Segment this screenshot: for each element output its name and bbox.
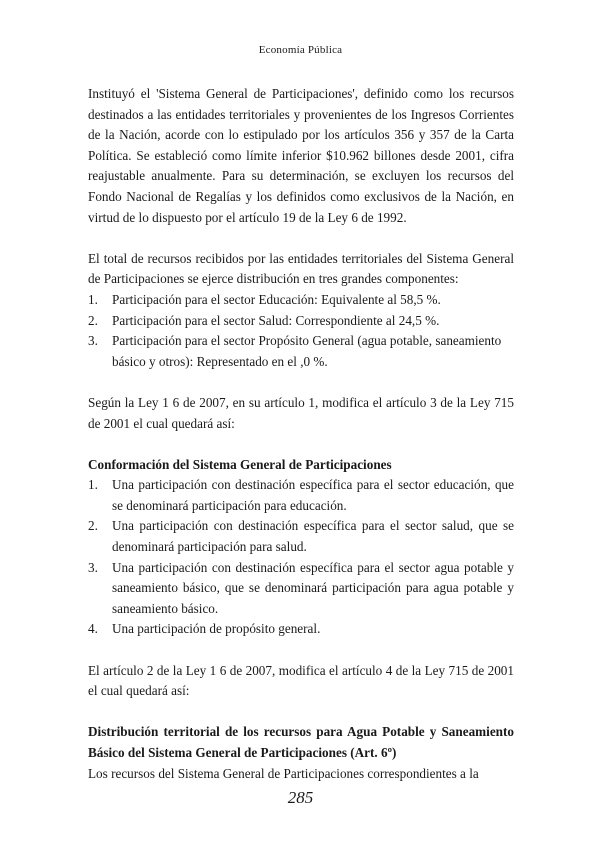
- list-number: 1.: [88, 291, 98, 307]
- list-item: [88, 475, 514, 516]
- participations-list: [88, 475, 514, 640]
- list-item: [88, 311, 514, 332]
- list-item: [88, 290, 514, 311]
- list-item: [88, 516, 514, 557]
- list-item: [88, 558, 514, 620]
- list-text: Una participación de propósito general.: [112, 621, 321, 637]
- list-text: Participación para el sector Educación: Equivalente al 58,5 %.: [112, 291, 441, 307]
- section-heading-conformacion: Conformación del Sistema General de Participaciones: [88, 456, 392, 472]
- list-number: 3.: [88, 333, 98, 349]
- list-text: Participación para el sector Salud: Correspondiente al 24,5 %.: [112, 312, 440, 328]
- list-number: 4.: [88, 621, 98, 637]
- list-text: Una participación con destinación específica para el sector agua potable y saneamiento básico, que se denominará participación para agua potable y saneamiento básico.: [112, 559, 514, 616]
- list-number: 3.: [88, 559, 98, 575]
- list-number: 2.: [88, 518, 98, 534]
- components-list: [88, 290, 514, 372]
- list-text: Una participación con destinación específica para el sector salud, que se denominará participación para salud.: [112, 518, 514, 555]
- paragraph-recursos-sistema: Los recursos del Sistema General de Participaciones correspondientes a la: [88, 765, 479, 781]
- list-item: [88, 619, 514, 640]
- body-text: [88, 84, 514, 784]
- section-heading-distribucion: Distribución territorial de los recursos para Agua Potable y Saneamiento Básico del Sistema General de Participaciones (Art. 6º): [88, 724, 514, 760]
- paragraph-total-recursos: El total de recursos recibidos por las entidades territoriales del Sistema General de Participaciones se ejerce distribución en tres grandes componentes:: [88, 250, 514, 287]
- paragraph-ley-articulo-2: El artículo 2 de la Ley 1 6 de 2007, modifica el artículo 4 de la Ley 715 de 2001 el cual quedará así:: [88, 662, 514, 699]
- page-number: 285: [287, 788, 314, 807]
- list-number: 2.: [88, 312, 98, 328]
- paragraph-ley-articulo-1: Según la Ley 1 6 de 2007, en su artículo 1, modifica el artículo 3 de la Ley 715 de 2001 el cual quedará así:: [88, 394, 514, 431]
- running-head: Economía Pública: [258, 44, 343, 56]
- paragraph-sistema-general: Instituyó el 'Sistema General de Participaciones', definido como los recursos destinados a las entidades territoriales y provenientes de los Ingresos Corrientes de la Nación, acorde con lo estipulado por los artículos 356 y 357 de la Carta Política. Se estableció como límite inferior $10.962 billones desde 2001, cifra reajustable anualmente. Para su determinación, se excluyen los recursos del Fondo Nacional de Regalías y los definidos como exclusivos de la Nación, en virtud de lo dispuesto por el artículo 19 de la Ley 6 de 1992.: [88, 86, 514, 225]
- list-text: Participación para el sector Propósito General (agua potable, saneamiento básico y otros): Representado en el ,0 %.: [112, 333, 502, 369]
- list-number: 1.: [88, 477, 98, 493]
- list-text: Una participación con destinación específica para el sector educación, que se denominará participación para educación.: [112, 477, 514, 513]
- list-item: [88, 331, 514, 372]
